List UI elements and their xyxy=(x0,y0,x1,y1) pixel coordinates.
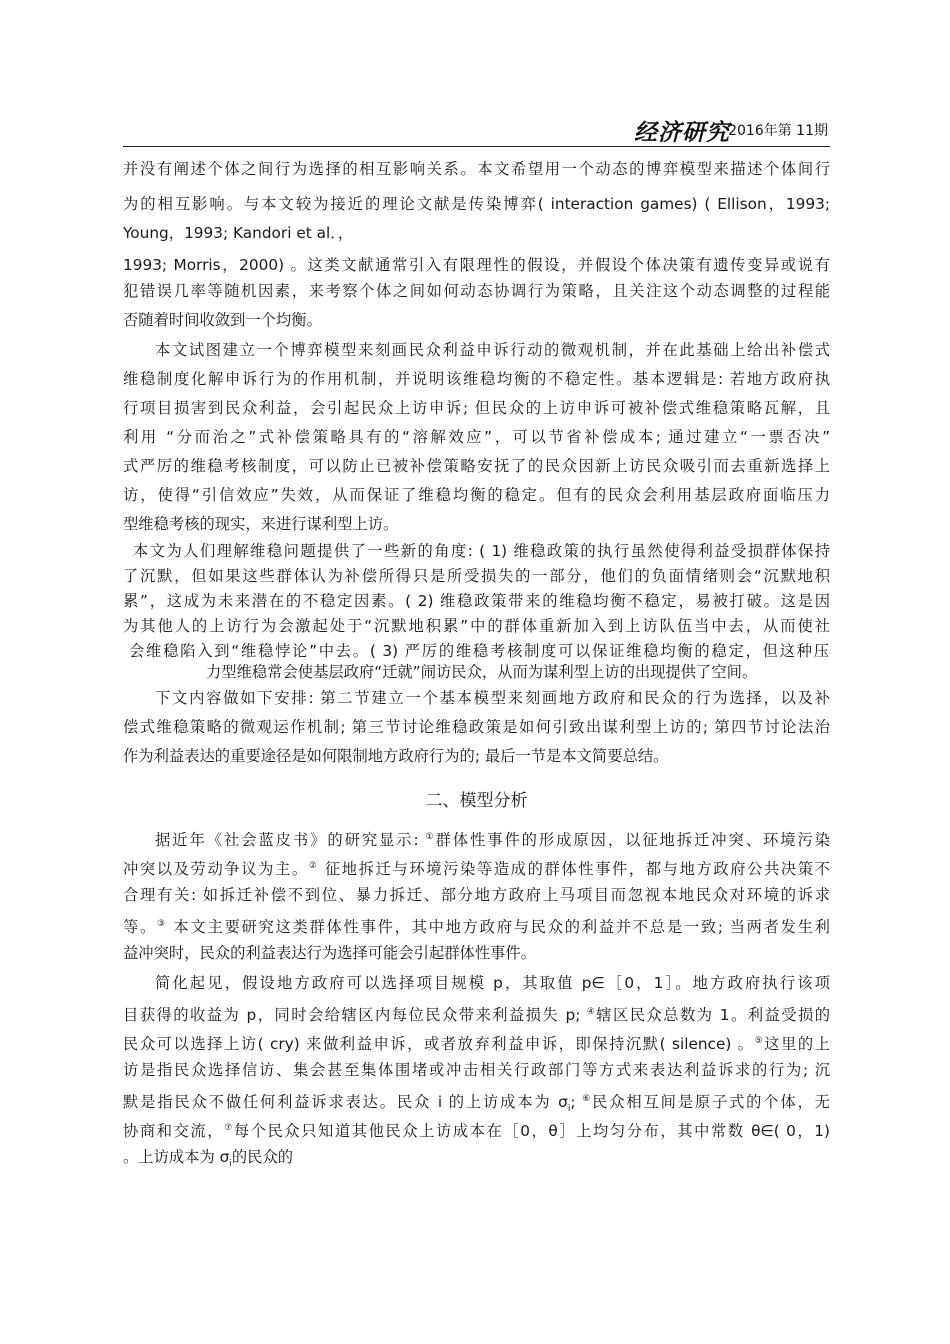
text-line: 偿式维稳策略的微观运作机制; 第三节讨论维稳政策是如何引致出谋利型上访的; 第四节讨论法治 xyxy=(123,718,830,736)
text-line: 式严厉的维稳考核制度，可以防止已被补偿策略安抚了的民众因新上访民众吸引而去重新选择上 xyxy=(123,457,830,475)
text-line: Young，1993; Kandori et al．， xyxy=(123,224,354,242)
text-line: 冲突以及劳动争议为主。② 征地拆迁与环境污染等造成的群体性事件，都与地方政府公共决策不 xyxy=(123,860,830,879)
text-line: 下文内容做如下安排: 第二节建立一个基本模型来刻画地方政府和民众的行为选择，以及补 xyxy=(155,689,830,707)
text-line: 益冲突时，民众的利益表达行为选择可能会引起群体性事件。 xyxy=(123,944,537,962)
text-line: 协商和交流，⑦每个民众只知道其他民众上访成本在［0，θ］上均匀分布，其中常数 θ∈( 0，1) xyxy=(123,1122,830,1141)
text-line: 利用 “分而治之”式补偿策略具有的“溶解效应”，可以节省补偿成本; 通过建立“一票否决” xyxy=(123,428,830,446)
text-line: 访，使得“引信效应”失效，从而保证了维稳均衡的稳定。但有的民众会利用基层政府面临压力 xyxy=(123,486,830,504)
text-line: 为其他人的上访行为会激起处于“沉默地积累”中的群体重新加入到上访队伍当中去，从而使社 xyxy=(123,617,830,635)
text-line: 了沉默，但如果这些群体认为补偿所得只是所受损失的一部分，他们的负面情绪则会“沉默地积 xyxy=(123,567,830,585)
text-line: 访是指民众选择信访、集会甚至集体围堵或冲击相关行政部门等方式来表达利益诉求的行为; 沉 xyxy=(123,1061,830,1079)
text-line: 累”，这成为未来潜在的不稳定因素。( 2) 维稳政策带来的维稳均衡不稳定，易被打破。这是因 xyxy=(123,592,830,610)
text-line: 力型维稳常会使基层政府“迁就”闹访民众，从而为谋利型上访的出现提供了空间。 xyxy=(206,663,758,681)
text-line: 为的相互影响。与本文较为接近的理论文献是传染博弈( interaction games) ( Ellison，1993; xyxy=(123,195,830,213)
footnote-marker: ② xyxy=(308,861,319,871)
text-line: 否随着时间收敛到一个均衡。 xyxy=(123,311,322,329)
footnote-marker: ⑥ xyxy=(582,1094,593,1104)
footnote-marker: ④ xyxy=(586,1007,597,1017)
text-line: 行项目损害到民众利益，会引起民众上访申诉; 但民众的上访申诉可被补偿式维稳策略瓦解，且 xyxy=(123,399,830,417)
text-line: 并没有阐述个体之间行为选择的相互影响关系。本文希望用一个动态的博弈模型来描述个体间行 xyxy=(123,160,830,178)
text-line: 1993; Morris，2000) 。这类文献通常引入有限理性的假设，并假设个体决策有遗传变异或说有 xyxy=(123,256,830,274)
text-line: 等。③ 本文主要研究这类群体性事件，其中地方政府与民众的利益并不总是一致; 当两者发生利 xyxy=(123,918,830,937)
issue-label: 2016年第 11期 xyxy=(728,123,828,139)
text-line: 民众可以选择上访( cry) 来做利益申诉，或者放弃利益申诉，即保持沉默( silence) 。⑤这里的上 xyxy=(123,1035,830,1054)
text-line: 目获得的收益为 p，同时会给辖区内每位民众带来利益损失 p; ④辖区民众总数为 1。利益受损的 xyxy=(123,1006,830,1025)
text-line: 犯错误几率等随机因素，来考察个体之间如何动态协调行为策略，且关注这个动态调整的过程能 xyxy=(123,282,830,300)
journal-logo: 经济研究 xyxy=(634,119,730,146)
text-line: 作为利益表达的重要途径是如何限制地方政府行为的; 最后一节是本文简要总结。 xyxy=(123,747,669,765)
footnote-marker: ⑦ xyxy=(224,1123,234,1133)
text-line: 据近年《社会蓝皮书》的研究显示: ①群体性事件的形成原因，以征地拆迁冲突、环境污染 xyxy=(155,831,830,850)
text-line: 默是指民众不做任何利益诉求表达。民众 i 的上访成本为 $\sigma_i$; ⑥民众相互间是原子式的个体，无 xyxy=(123,1093,830,1115)
text-line: 。上访成本为 $\sigma_i$的民众的 xyxy=(123,1148,294,1170)
text-line: 本文为人们理解维稳问题提供了一些新的角度: ( 1) 维稳政策的执行虽然使得利益受损群体保持 xyxy=(133,542,830,560)
text-line: 会维稳陷入到“维稳悖论”中去。( 3) 严厉的维稳考核制度可以保证维稳均衡的稳定，但这种压 xyxy=(129,642,829,660)
text-line: 本文试图建立一个博弈模型来刻画民众利益申诉行动的微观机制，并在此基础上给出补偿式 xyxy=(155,341,830,359)
text-line: 维稳制度化解申诉行为的作用机制，并说明该维稳均衡的不稳定性。基本逻辑是: 若地方政府执 xyxy=(123,370,830,388)
text-line: 简化起见，假设地方政府可以选择项目规模 p，其取值 p∈［0，1］。地方政府执行该项 xyxy=(155,974,830,992)
running-header xyxy=(123,112,830,147)
footnote-marker: ③ xyxy=(157,919,167,929)
text-line: 型维稳考核的现实，来进行谋利型上访。 xyxy=(123,515,399,533)
text-line: 合理有关: 如拆迁补偿不到位、暴力拆迁、部分地方政府上马项目而忽视本地民众对环境的诉求 xyxy=(123,886,830,904)
section-heading: 二、模型分析 xyxy=(425,791,528,811)
footnote-marker: ⑤ xyxy=(754,1036,765,1046)
footnote-marker: ① xyxy=(425,832,436,842)
